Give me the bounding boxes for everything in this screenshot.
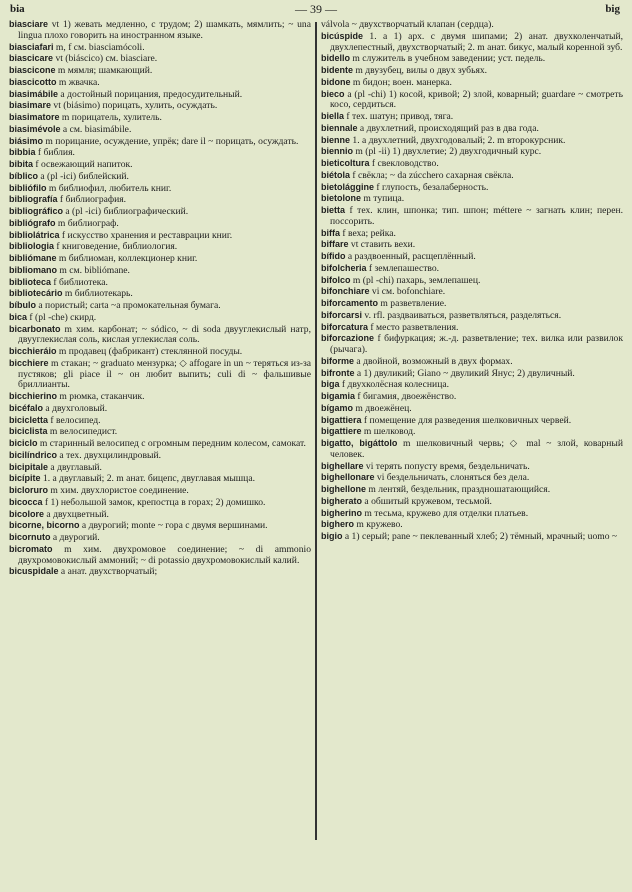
entry-headword: biasimatore (9, 112, 60, 122)
entry-headword: bidente (321, 65, 354, 75)
dictionary-entry (9, 462, 311, 474)
dictionary-entry (9, 241, 311, 253)
entry-definition: 1. a двуглавый; 2. m анат. бицепс, двуглавая мышца. (40, 473, 255, 485)
entry-headword: bibliologia (9, 241, 54, 252)
dictionary-entry (321, 298, 623, 310)
entry-definition: f (pl -che) скирд. (27, 311, 97, 323)
dictionary-entry (9, 159, 311, 171)
entry-headword: bibbia (9, 147, 36, 158)
dictionary-entry (9, 288, 311, 300)
dictionary-entry (321, 275, 623, 287)
entry-definition: m (pl -ii) 1) двухлетие; 2) двухгодичный курс. (353, 146, 542, 158)
entry-definition: m стакан; ~ graduato мензурка; ◇ affogare in un ~ теряться из-за пустяков; gli piace il ~ он любит выпить; culi di ~ фальшивые бриллианты. (18, 357, 311, 391)
dictionary-entry (9, 532, 311, 544)
entry-definition: m библиоман, коллекционер книг. (56, 253, 198, 264)
entry-definition: a (pl -ici) библейский. (38, 170, 129, 182)
dictionary-entry (321, 426, 623, 438)
dictionary-entry (321, 286, 623, 298)
entry-definition: vi бездельничать, слоняться без дела. (374, 472, 530, 484)
entry-definition: a анат. двухстворчатый; (58, 566, 158, 578)
dictionary-entry (321, 89, 623, 112)
dictionary-entry (9, 415, 311, 427)
dictionary-entry (321, 322, 623, 334)
entry-definition: f велосипед. (48, 414, 101, 426)
dictionary-entry (321, 135, 623, 147)
dictionary-entry (9, 544, 311, 567)
entry-headword: bíblico (9, 170, 38, 181)
right-column (321, 19, 623, 543)
entry-headword: bicuspidale (9, 566, 59, 577)
dictionary-entry (9, 485, 311, 497)
entry-definition: a пористый; carta ~a промокательная бумага. (36, 300, 221, 311)
entry-definition: m двоежёнец. (353, 402, 412, 414)
dictionary-entry (321, 263, 623, 275)
entry-definition: 1. a 1) арх. с двумя шипами; 2) анат. двухколенчатый, двухлепестный, двухстворчатый; 2. m анат. бикус, малый коренной зуб. (330, 30, 623, 53)
entry-definition: f библиотека. (51, 276, 108, 288)
dictionary-entry (321, 123, 623, 135)
dictionary-entry (9, 253, 311, 265)
entry-headword: bibliómane (9, 253, 57, 263)
entry-definition: vt ставить вехи. (348, 239, 416, 251)
entry-definition: m двузубец, вилы о двух зубьях. (353, 65, 488, 76)
dictionary-entry (321, 310, 623, 322)
entry-definition: m см. bibliómane. (57, 264, 130, 276)
entry-headword: biasimévole (9, 123, 61, 134)
entry-headword: bighellone (321, 484, 366, 494)
entry-definition: f место разветвления. (368, 321, 459, 333)
left-column (9, 19, 311, 578)
dictionary-entry (9, 183, 311, 195)
entry-headword: biella (321, 111, 345, 121)
entry-headword: bicocca (9, 496, 43, 507)
dictionary-entry (9, 77, 311, 89)
entry-headword: bífido (321, 251, 346, 261)
entry-definition: a 1) серый; pane ~ пеклеванный хлеб; 2) тёмный, мрачный; uomo ~ (342, 531, 618, 542)
entry-definition: f бифуркация; ж.-д. разветвление; тех. вилка или развилок (рычага). (330, 333, 623, 355)
entry-headword: bicúspide (321, 30, 364, 41)
dictionary-entry (9, 65, 311, 77)
entry-headword: biásimo (9, 135, 44, 146)
dictionary-entry (9, 218, 311, 230)
dictionary-entry (9, 265, 311, 277)
entry-headword: biennale (321, 122, 358, 133)
entry-headword: bighellonare (321, 472, 375, 483)
entry-definition: a двурогий; monte ~ гора с двумя вершинами. (79, 520, 268, 532)
dictionary-entry (321, 415, 623, 427)
dictionary-entry (9, 566, 311, 578)
entry-headword: bifolcheria (321, 262, 367, 273)
entry-headword: biasimábile (9, 88, 59, 99)
dictionary-entry (9, 19, 311, 42)
entry-headword: biforcarsi (321, 309, 363, 320)
entry-definition: v. rfl. раздваиваться, разветвляться, разделяться. (362, 309, 562, 321)
dictionary-entry (9, 230, 311, 242)
entry-headword: biforcazione (321, 333, 375, 344)
entry-definition: m мямля; шамкающий. (55, 65, 153, 76)
entry-definition: m хим. двухлористое соединение. (48, 485, 189, 496)
entry-headword: bifronte (321, 367, 355, 378)
dictionary-entry (321, 333, 623, 356)
entry-headword: biasimare (9, 100, 52, 111)
entry-headword: bicarbonato (9, 323, 61, 334)
entry-definition: m шелковичный червь; ◇ mal ~ злой, коварный человек. (330, 438, 624, 460)
entry-headword: bicloruro (9, 485, 49, 495)
dictionary-entry (9, 426, 311, 438)
entry-headword: bietolone (321, 193, 361, 204)
entry-headword: bifolco (321, 274, 351, 285)
entry-headword: bicchiere (9, 357, 49, 368)
dictionary-entry (9, 100, 311, 112)
entry-headword: bicicletta (9, 414, 49, 425)
entry-definition: f двухколёсная колесница. (339, 379, 449, 391)
dictionary-entry (321, 170, 623, 182)
entry-headword: bieticoltura (321, 158, 370, 168)
dictionary-entry (9, 473, 311, 485)
entry-definition: m хим. двухромовое соединение; ~ di ammonio двухромовокислый аммоний; ~ di potassio двухромовокислый калий. (18, 543, 311, 566)
entry-definition: m рюмка, стаканчик. (57, 391, 145, 402)
entry-headword: bibliográfico (9, 206, 63, 216)
dictionary-entry (321, 356, 623, 368)
dictionary-entry (9, 89, 311, 101)
entry-definition: a двойной, возможный в двух формах. (354, 355, 513, 367)
entry-headword: bieco (321, 88, 345, 99)
dictionary-entry (9, 450, 311, 462)
entry-headword: bibliografía (9, 194, 58, 205)
entry-headword: bibliógrafo (9, 217, 56, 228)
dictionary-entry (321, 65, 623, 77)
entry-definition: f бигамия, двоежёнство. (355, 391, 457, 402)
entry-headword: bibliotecário (9, 288, 63, 299)
entry-definition: m кружево. (354, 519, 403, 531)
dictionary-entry (9, 312, 311, 324)
dictionary-entry (321, 368, 623, 380)
entry-headword: biétola (321, 169, 351, 180)
dictionary-entry (321, 508, 623, 520)
entry-definition: m служитель в учебном заведении; уст. педель. (350, 53, 546, 65)
entry-headword: bicípite (9, 473, 41, 484)
entry-headword: biga (321, 379, 340, 390)
entry-headword: bietta (321, 205, 346, 215)
entry-definition: m библиограф. (55, 217, 119, 229)
entry-definition: f веха; рейка. (340, 227, 396, 239)
entry-definition: a обшитый кружевом, тесьмой. (362, 495, 492, 507)
entry-definition: m жвачка. (56, 76, 100, 88)
entry-definition: a достойный порицания, предосудительный. (58, 88, 243, 100)
entry-headword: bicolore (9, 508, 45, 519)
entry-definition: m тесьма, кружево для отделки платьев. (362, 507, 529, 519)
entry-definition: a тех. двухцилиндровый. (57, 449, 161, 461)
entry-headword: biffa (321, 227, 340, 238)
dictionary-entry (321, 205, 623, 228)
dictionary-entry (321, 31, 623, 54)
entry-definition: m лентяй, бездельник, праздношатающийся. (366, 484, 551, 495)
entry-definition: m порицание, осуждение, упрёк; dare il ~ порицать, осуждать. (43, 135, 299, 147)
entry-headword: bighellare (321, 460, 364, 471)
entry-headword: bibita (9, 159, 33, 169)
entry-definition: f землепашество. (366, 262, 440, 274)
dictionary-entry (321, 379, 623, 391)
entry-definition: f глупость, безалаберность. (374, 181, 489, 193)
entry-definition: m (pl -chi) пахарь, землепашец. (350, 274, 481, 286)
entry-definition: f тех. клин, шпонка; тип. шпон; méttere ~ загнать клин; перен. поссорить. (330, 205, 623, 227)
entry-headword: bienne (321, 134, 351, 145)
dictionary-entry (9, 520, 311, 532)
entry-definition: m старинный велосипед с огромным передним колесом, самокат. (37, 438, 306, 449)
left-guide-word: bia (10, 3, 25, 15)
entry-definition: válvola ~ двухстворчатый клапан (сердца). (321, 19, 494, 30)
entry-definition: f освежающий напиток. (33, 159, 133, 170)
entry-definition: m хим. карбонат; ~ sódico, ~ di soda двууглекислый натр, двууглекислая соль, кислая углекислая соль. (18, 323, 311, 346)
dictionary-entry (9, 438, 311, 450)
entry-definition: f тех. шатун; привод, тяга. (344, 111, 454, 122)
entry-headword: biblioteca (9, 276, 52, 287)
dictionary-entry (321, 472, 623, 484)
dictionary-entry (321, 391, 623, 403)
entry-headword: bicéfalo (9, 402, 44, 413)
dictionary-entry (321, 19, 623, 31)
dictionary-entry (321, 228, 623, 240)
entry-headword: biffare (321, 239, 349, 250)
entry-headword: biasciafari (9, 41, 54, 52)
entry-definition: a (pl -chi) 1) косой, кривой; 2) злой, коварный; guardare ~ смотреть косо, сердиться. (330, 88, 623, 111)
entry-headword: bicchierino (9, 391, 58, 401)
entry-definition: m библиотекарь. (62, 288, 133, 300)
entry-definition: vi см. bofonchiare. (369, 286, 446, 298)
entry-definition: m велосипедист. (47, 426, 118, 438)
entry-headword: bigattiere (321, 426, 362, 437)
entry-headword: biforme (321, 355, 355, 366)
entry-definition: a раздвоенный, расщеплённый. (345, 251, 476, 262)
entry-headword: biennio (321, 146, 353, 157)
entry-headword: bicilíndrico (9, 449, 58, 460)
dictionary-entry (321, 53, 623, 65)
entry-headword: bibliófilo (9, 182, 47, 193)
entry-headword: bigherino (321, 507, 362, 518)
entry-headword: biforcatura (321, 321, 369, 332)
dictionary-entry (9, 42, 311, 54)
dictionary-entry (9, 206, 311, 218)
entry-definition: a двуглавый. (48, 461, 102, 473)
entry-definition: a см. biasimábile. (60, 123, 132, 135)
dictionary-entry (9, 124, 311, 136)
entry-headword: bigio (321, 531, 343, 541)
dictionary-entry (9, 194, 311, 206)
dictionary-entry (9, 136, 311, 148)
page-number: — 39 — (295, 2, 337, 16)
dictionary-entry (321, 484, 623, 496)
entry-headword: biascicare (9, 53, 54, 64)
dictionary-entry (9, 358, 311, 391)
entry-headword: bibliolátrica (9, 229, 60, 240)
entry-headword: bicorne, bicorno (9, 520, 80, 531)
entry-headword: biasciare (9, 19, 49, 29)
entry-headword: bidello (321, 53, 350, 64)
dictionary-entry (321, 251, 623, 263)
entry-definition: vt (biáscico) см. biasciare. (53, 53, 158, 65)
dictionary-entry (9, 346, 311, 358)
dictionary-entry (9, 403, 311, 415)
entry-headword: bígamo (321, 402, 354, 413)
entry-definition: a двухцветный. (44, 508, 109, 520)
entry-definition: a 1) двуликий; Giano ~ двуликий Янус; 2) двуличный. (354, 367, 575, 379)
dictionary-entry (321, 531, 623, 543)
entry-headword: bíbulo (9, 300, 36, 310)
dictionary-entry (9, 53, 311, 65)
entry-headword: bicornuto (9, 532, 51, 542)
entry-definition: m шелковод. (361, 426, 416, 438)
dictionary-entry (9, 391, 311, 403)
dictionary-entry (321, 403, 623, 415)
entry-headword: bibliomano (9, 264, 57, 275)
entry-headword: biforcamento (321, 298, 379, 308)
entry-headword: bighero (321, 519, 354, 530)
dictionary-entry (9, 497, 311, 509)
dictionary-entry (9, 171, 311, 183)
dictionary-entry (321, 182, 623, 194)
dictionary-entry (321, 111, 623, 123)
entry-definition: vt 1) жевать медленно, с трудом; 2) шамкать, мямлить; ~ una lingua плохо говорить на иностранном языке. (18, 19, 311, 41)
dictionary-entry (9, 277, 311, 289)
entry-definition: vi терять попусту время, бездельничать. (363, 460, 530, 472)
entry-headword: bica (9, 311, 28, 322)
entry-headword: bicipitale (9, 461, 49, 472)
entry-headword: bicchieráio (9, 346, 57, 356)
entry-definition: m библиофил, любитель книг. (46, 182, 172, 194)
entry-headword: biciclista (9, 426, 48, 437)
entry-headword: bifonchiare (321, 286, 370, 297)
entry-headword: bigattiera (321, 414, 362, 425)
entry-definition: f библиография. (57, 194, 127, 206)
dictionary-entry (9, 112, 311, 124)
entry-headword: biascicotto (9, 76, 57, 87)
entry-definition: m разветвление. (378, 298, 447, 309)
dictionary-entry (321, 519, 623, 531)
entry-definition: f свекловодство. (369, 158, 439, 169)
dictionary-entry (321, 146, 623, 158)
right-guide-word: big (605, 3, 620, 15)
column-divider (315, 22, 317, 840)
dictionary-entry (321, 158, 623, 170)
dictionary-entry (9, 324, 311, 347)
dictionary-entry (9, 509, 311, 521)
entry-headword: bigamia (321, 391, 356, 401)
dictionary-entry (9, 300, 311, 312)
entry-definition: f искусство хранения и реставрации книг. (59, 229, 233, 241)
entry-definition: f книговедение, библиология. (54, 241, 178, 253)
entry-definition: m порицатель, хулитель. (59, 112, 162, 123)
entry-definition: m, f см. biasciamócoli. (53, 41, 145, 53)
entry-headword: biascicone (9, 65, 56, 75)
entry-definition: f 1) небольшой замок, крепостца в горах; 2) домишко. (42, 496, 266, 508)
entry-definition: f библия. (35, 147, 75, 159)
entry-definition: m бидон; воен. манерка. (350, 76, 452, 88)
entry-definition: f свёкла; ~ da zúcchero сахарная свёкла. (350, 169, 514, 181)
dictionary-entry (321, 239, 623, 251)
entry-definition: a двурогий. (50, 532, 100, 543)
entry-definition: m тупица. (361, 193, 405, 205)
entry-headword: bicromato (9, 543, 53, 554)
dictionary-entry (321, 438, 623, 461)
entry-definition: f помещение для разведения шелковичных червей. (361, 414, 572, 426)
entry-headword: bigherato (321, 495, 363, 506)
dictionary-entry (321, 496, 623, 508)
entry-definition: a двухлетний, происходящий раз в два года. (357, 122, 539, 134)
entry-headword: bietolággine (321, 181, 375, 192)
entry-headword: biciclo (9, 438, 38, 448)
entry-definition: a двухголовый. (43, 402, 108, 414)
entry-definition: vt (biásimo) порицать, хулить, осуждать. (51, 100, 218, 112)
entry-definition: 1. a двухлетний, двухгодовалый; 2. m второкурсник. (350, 134, 566, 146)
dictionary-entry (9, 147, 311, 159)
entry-headword: bidone (321, 76, 351, 87)
dictionary-entry (321, 193, 623, 205)
dictionary-entry (321, 461, 623, 473)
dictionary-entry (321, 77, 623, 89)
entry-headword: bigatto, bigáttolo (321, 438, 398, 448)
entry-definition: m продавец (фабрикант) стеклянной посуды. (56, 346, 243, 357)
entry-definition: a (pl -ici) библиографический. (63, 206, 189, 217)
